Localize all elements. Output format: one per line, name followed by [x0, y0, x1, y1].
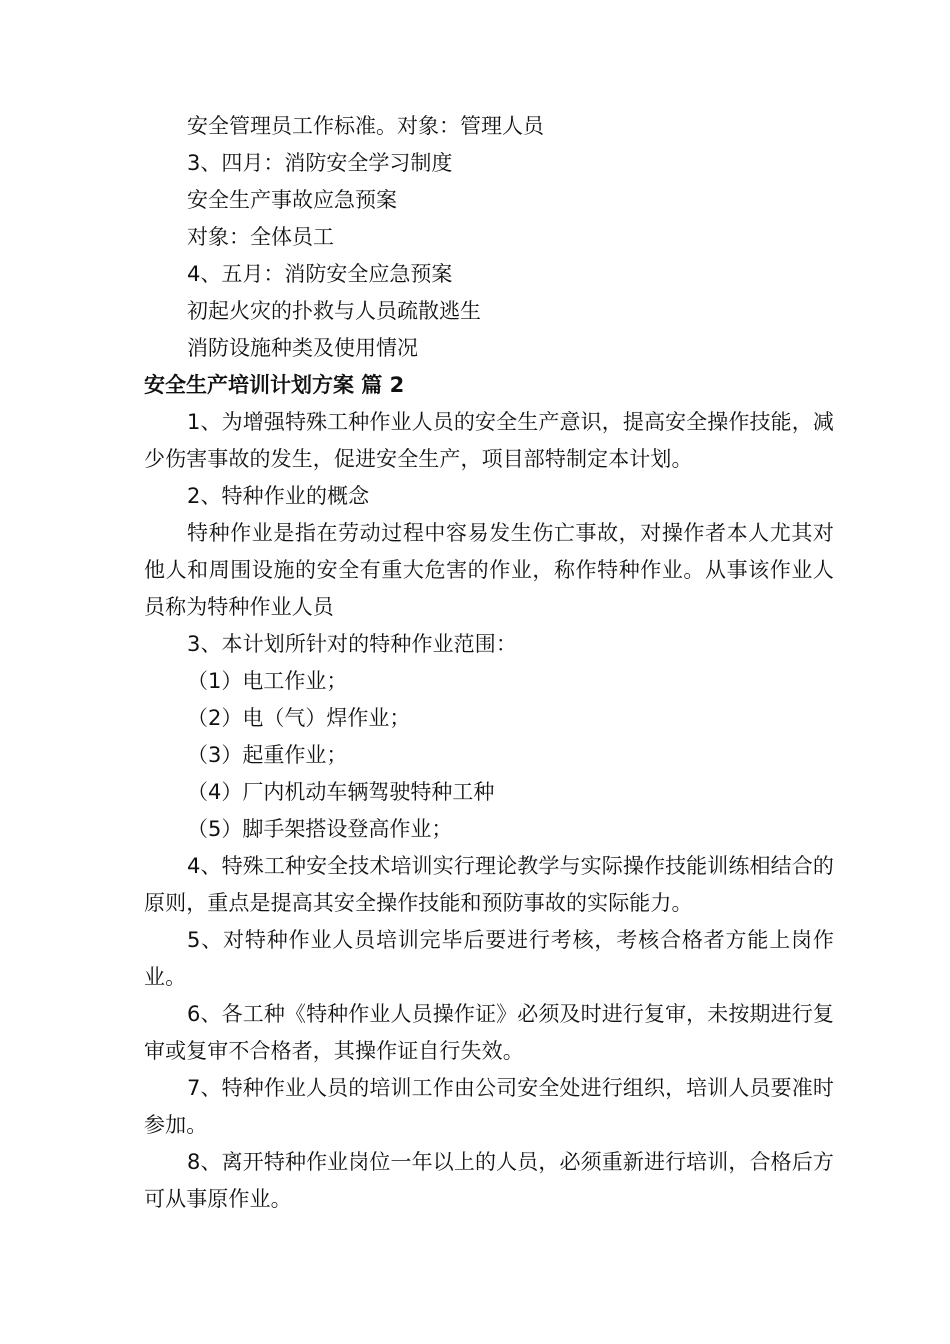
paragraph: 8、离开特种作业岗位一年以上的人员，必须重新进行培训，合格后方可从事原作业。 [144, 1150, 834, 1211]
text-line: 初起火灾的扑救与人员疏散逃生 [187, 299, 481, 323]
paragraph: 3、本计划所针对的特种作业范围： [187, 632, 517, 656]
list-item: （3）起重作业； [187, 743, 348, 767]
text-line: 安全生产事故应急预案 [187, 188, 397, 212]
text-line: 4、五月：消防安全应急预案 [187, 262, 453, 286]
paragraph: 6、各工种《特种作业人员操作证》必须及时进行复审，未按期进行复审或复审不合格者，其操作证自行失效。 [144, 1002, 834, 1063]
paragraph: 2、特种作业的概念 [187, 484, 370, 508]
text-line: 消防设施种类及使用情况 [187, 336, 418, 360]
list-item: （1）电工作业； [187, 669, 348, 693]
document-body [144, 108, 834, 1218]
section-heading: 安全生产培训计划方案 篇 2 [144, 373, 405, 397]
text-line: 对象：全体员工 [187, 225, 334, 249]
paragraph: 7、特种作业人员的培训工作由公司安全处进行组织，培训人员要准时参加。 [144, 1076, 834, 1137]
paragraph: 特种作业是指在劳动过程中容易发生伤亡事故，对操作者本人尤其对他人和周围设施的安全有重大危害的作业，称作特种作业。从事该作业人员称为特种作业人员 [144, 521, 834, 619]
paragraph: 5、对特种作业人员培训完毕后要进行考核，考核合格者方能上岗作业。 [144, 928, 834, 989]
list-item: （4）厂内机动车辆驾驶特种工种 [187, 780, 495, 804]
list-item: （5）脚手架搭设登高作业； [187, 817, 453, 841]
paragraph: 4、特殊工种安全技术培训实行理论教学与实际操作技能训练相结合的原则，重点是提高其安全操作技能和预防事故的实际能力。 [144, 854, 834, 915]
text-line: 安全管理员工作标准。对象：管理人员 [187, 114, 544, 138]
paragraph: 1、为增强特殊工种作业人员的安全生产意识，提高安全操作技能，减少伤害事故的发生，促进安全生产，项目部特制定本计划。 [144, 410, 834, 471]
text-line: 3、四月：消防安全学习制度 [187, 151, 453, 175]
list-item: （2）电（气）焊作业； [187, 706, 411, 730]
